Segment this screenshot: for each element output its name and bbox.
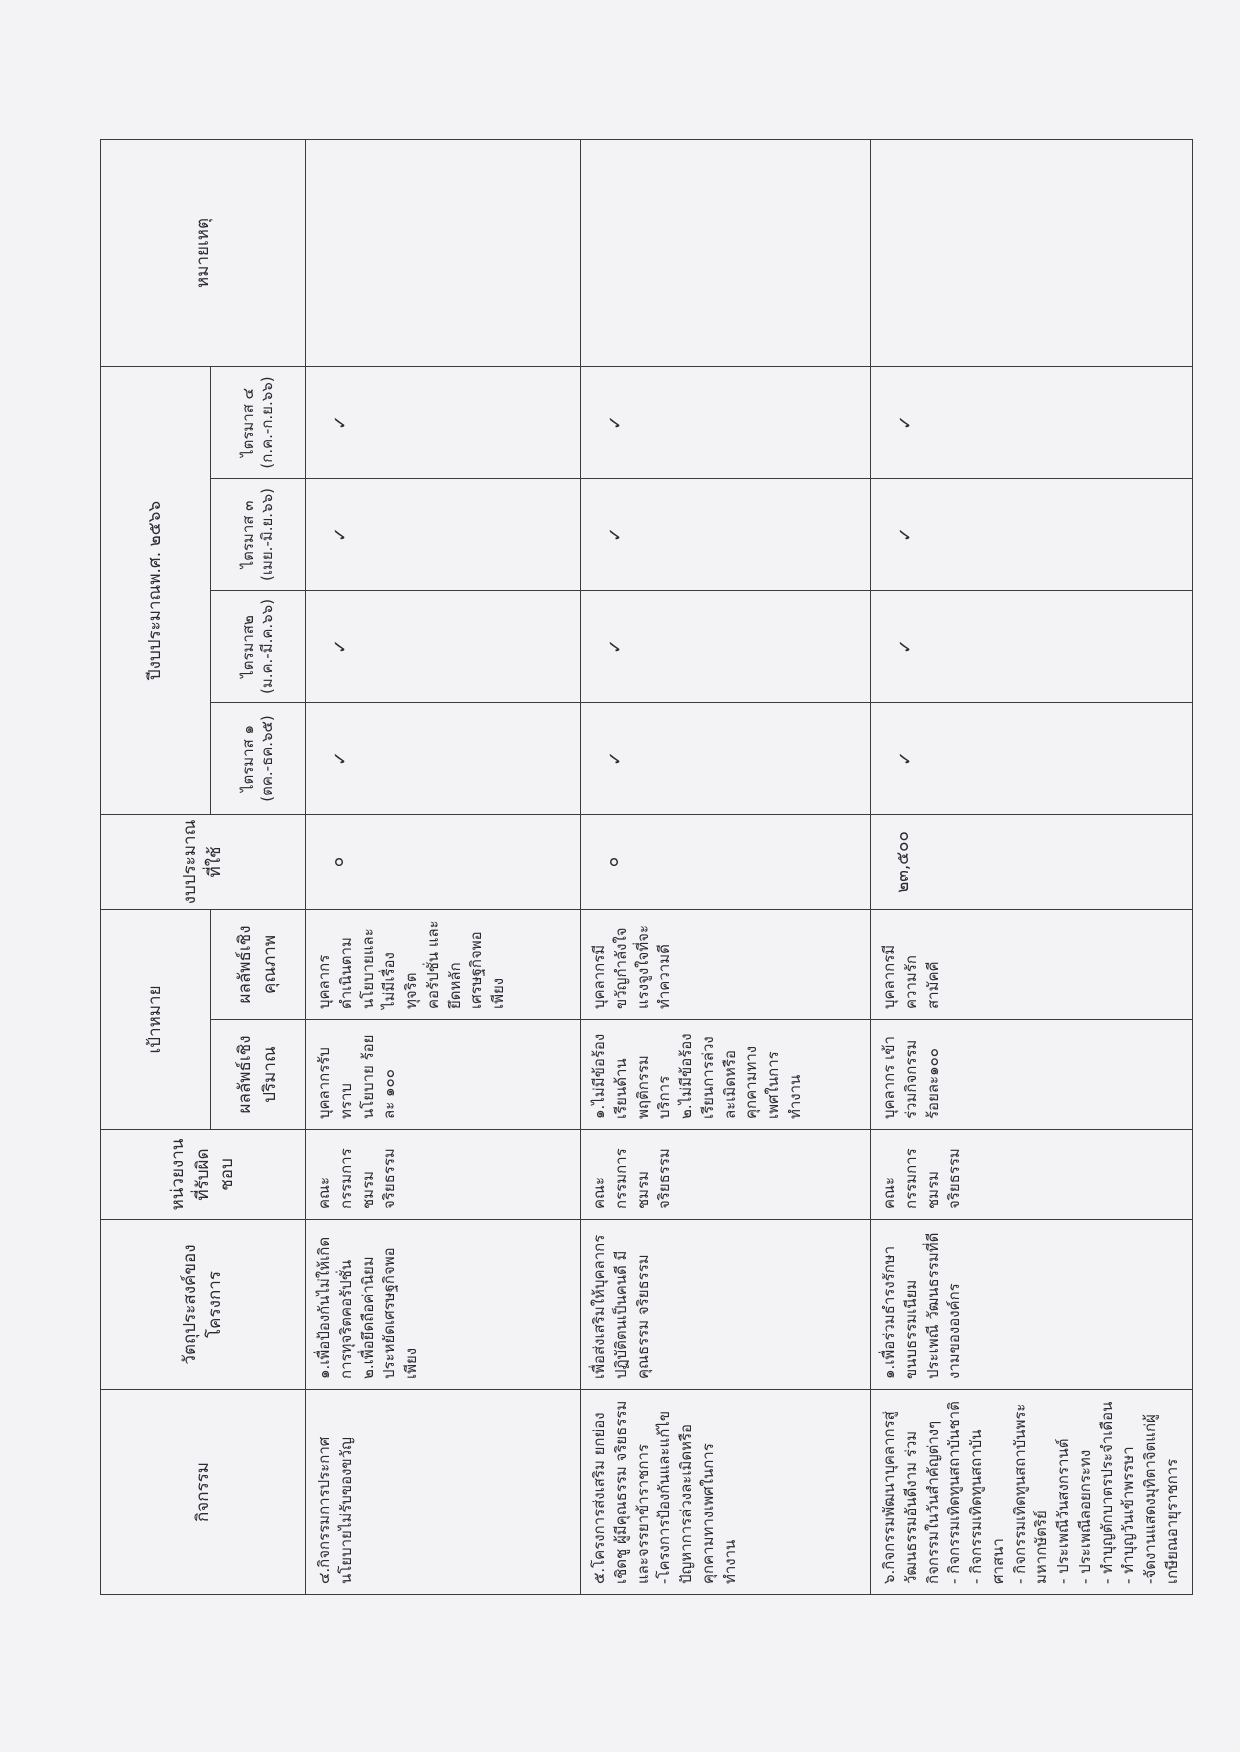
project-plan-table <box>100 139 1193 1595</box>
row1-q2-check: ✓ <box>306 590 581 702</box>
row1-quantity: บุคลากรรับทราบนโยบาย ร้อยละ ๑๐๐ <box>306 1020 581 1130</box>
list-item: - ทำบุญตักบาตรประจำเดือน <box>1097 1401 1116 1584</box>
row2-q2-check: ✓ <box>581 590 871 702</box>
row2-q3-check: ✓ <box>581 478 871 590</box>
row3-remarks <box>871 139 1193 366</box>
rotated-table-wrapper <box>100 140 1181 1595</box>
row2-remarks <box>581 139 871 366</box>
row1-budget: ๐ <box>306 814 581 909</box>
row2-budget: ๐ <box>581 814 871 909</box>
header-remarks: หมายเหตุ <box>101 139 306 366</box>
table-row <box>871 139 1193 1594</box>
row3-q4-check: ✓ <box>871 366 1193 478</box>
row3-budget: ๒๓,๕๐๐ <box>871 814 1193 909</box>
row1-q4-check: ✓ <box>306 366 581 478</box>
row2-objective: เพื่อส่งเสริมให้บุคลากรปฏิบัติตนเป็นคนดี มีคุณธรรม จริยธรรม <box>581 1220 871 1390</box>
header-q4: ไตรมาส ๔ (ก.ค.-ก.ย.๖๖) <box>211 366 306 478</box>
list-item: - กิจกรรมเทิดทูนสถาบันพระมหากษัตริย์ <box>1010 1403 1051 1584</box>
row2-unit: คณะกรรมการชมรมจริยธรรม <box>581 1130 871 1220</box>
row3-objective: ๑.เพื่อร่วมธำรงรักษาขนบธรรมเนียม ประเพณี วัฒนธรรมที่ดีงามขององค์กร <box>871 1220 1193 1390</box>
row2-activity: ๕.โครงการส่งเสริม ยกย่องเชิดชู ผู้มีคุณธรรม จริยธรรมและจรรยาข้าราชการ -โครงการป้องกันและแก้ไขปัญหาการล่วงละเมิดหรือคุกคามทางเพศในการทำงาน <box>581 1390 871 1595</box>
row3-q1-check: ✓ <box>871 702 1193 814</box>
header-activity: กิจกรรม <box>101 1390 306 1595</box>
list-item: -จัดงานแสดงมุทิตาจิตแก่ผู้เกษียณอายุราชการ <box>1141 1414 1181 1584</box>
table-row <box>306 139 581 1594</box>
list-item: - ประเพณีลอยกระทง <box>1075 1449 1094 1584</box>
row1-activity: ๔.กิจกรรมการประกาศนโยบายไม่รับของขวัญ <box>306 1390 581 1595</box>
header-objective: วัตถุประสงค์ของโครงการ <box>101 1220 306 1390</box>
row3-q3-check: ✓ <box>871 478 1193 590</box>
row2-q4-check: ✓ <box>581 366 871 478</box>
header-fiscal-year: ปีงบประมาณพ.ศ. ๒๕๖๖ <box>101 366 211 814</box>
header-quantity: ผลลัพธ์เชิงปริมาณ <box>211 1020 306 1130</box>
row1-unit: คณะกรรมการชมรมจริยธรรม <box>306 1130 581 1220</box>
header-target: เป้าหมาย <box>101 909 211 1129</box>
header-quality: ผลลัพธ์เชิงคุณภาพ <box>211 909 306 1019</box>
list-item: - กิจกรรมเทิดทูนสถาบันศาสนา <box>967 1429 1007 1584</box>
row1-q3-check: ✓ <box>306 478 581 590</box>
header-budget: งบประมาณที่ใช้ <box>101 814 306 909</box>
row1-objective: ๑.เพื่อป้องกันไม่ให้เกิดการทุจริตคอรัปชั่น ๒.เพื่อยึดถือค่านิยมประหยัดเศรษฐกิจพอเพียง <box>306 1220 581 1390</box>
row3-q2-check: ✓ <box>871 590 1193 702</box>
row3-activity <box>871 1390 1193 1595</box>
row3-unit: คณะกรรมการชมรมจริยธรรม <box>871 1130 1193 1220</box>
header-q3: ไตรมาส ๓ (เมย.-มิ.ย.๖๖) <box>211 478 306 590</box>
header-unit: หน่วยงานที่รับผิดชอบ <box>101 1130 306 1220</box>
row3-quality: บุคลากรมีความรักสามัคคี <box>871 909 1193 1019</box>
row2-quality: บุคลากรมีขวัญกำลังใจ แรงจูงใจที่จะทำความดี <box>581 909 871 1019</box>
row1-remarks <box>306 139 581 366</box>
header-q2: ไตรมาส๒ (ม.ค.-มี.ค.๖๖) <box>211 590 306 702</box>
list-item: - กิจกรรมเทิดทูนสถาบันชาติ <box>945 1401 964 1584</box>
row3-quantity: บุคลากร เข้าร่วมกิจกรรม ร้อยละ๑๐๐ <box>871 1020 1193 1130</box>
table-row <box>581 139 871 1594</box>
row3-activity-list <box>944 1400 1183 1584</box>
row2-quantity: ๑.ไม่มีข้อร้องเรียนด้านพฤติกรรมบริการ ๒.ไม่มีข้อร้องเรียนการล่วงละเมิดหรือคุกคามทางเพศในการทำงาน <box>581 1020 871 1130</box>
row1-quality: บุคลากรดำเนินตามนโยบายและไม่มีเรื่องทุจริตคอรัปชั่น และยึดหลักเศรษฐกิจพอเพียง <box>306 909 581 1019</box>
list-item: - ประเพณีวันสงกรานต์ <box>1054 1438 1072 1584</box>
row2-q1-check: ✓ <box>581 702 871 814</box>
row1-q1-check: ✓ <box>306 702 581 814</box>
list-item: - ทำบุญวันเข้าพรรษา <box>1119 1446 1138 1584</box>
row3-activity-title: ๖.กิจกรรมพัฒนาบุคลากรสู่วัฒนธรรมอันดีงาม ร่วมกิจกรรมในวันสำคัญต่างๆ <box>880 1411 942 1584</box>
header-q1: ไตรมาส ๑ (ตค.-ธค.๖๕) <box>211 702 306 814</box>
